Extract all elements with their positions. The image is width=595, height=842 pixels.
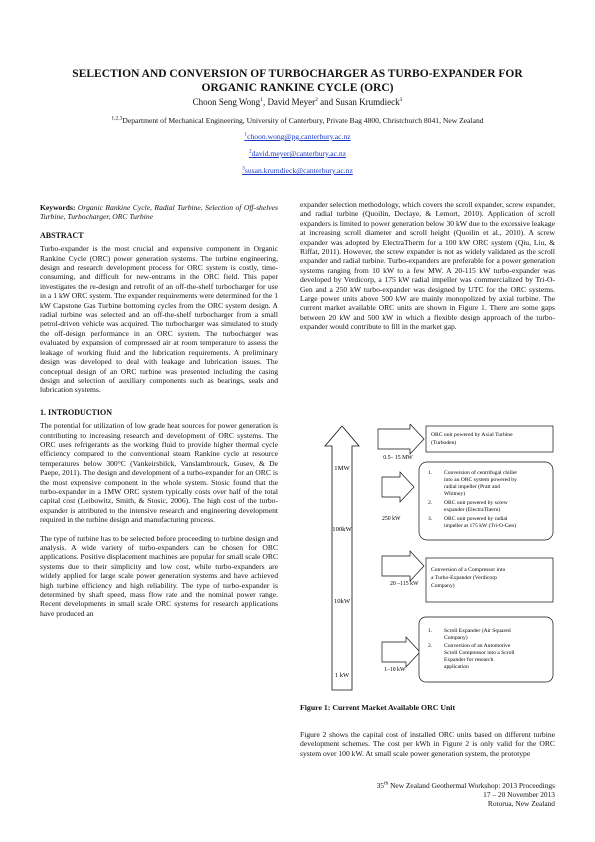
author-list bbox=[40, 97, 555, 107]
list-num: 2. bbox=[428, 500, 433, 506]
page-footer bbox=[377, 781, 555, 808]
author-3-sup: 3 bbox=[399, 97, 403, 103]
range-label-1: 0.5– 15 MW bbox=[383, 455, 413, 461]
abstract-text: Turbo-expander is the most crucial and expensive component in Organic Rankine Cycle (ORC) power generation systems. The turbine engineering, design and research development process for ORC system is costly, time-consuming, and difficult for new-entrants in the ORC field. This paper investigates the re-design and retrofit of an off-the-shelf turbocharger for use in a 1 kW ORC system. The expander requirements were determined for the 1 kW Capstone Gas Turbine bottoming cycles from the ORC system design. A radial turbine was selected and an off-the-shelf turbocharger from a small petrol-driven vehicle was acquired. The turbocharger was simulated to study the off-design performance in an ORC system. The turbocharger was evaluated by expansion of compressed air at room temperature to assess the leakage of working fluid and the lubrication requirements. A preliminary design was developed to deal with leakage and lubrication issues. The conceptual design of an ORC turbine was presented including the casing design and selection of auxiliary components such as bearings, seals and lubrication systems. bbox=[40, 244, 278, 395]
author-1-sup: 1 bbox=[260, 97, 263, 103]
axis-label-10kw: 10kW bbox=[333, 598, 351, 605]
footer-place: Rotorua, New Zealand bbox=[487, 799, 555, 808]
range-arrow-4 bbox=[382, 637, 420, 667]
figure-1-diagram bbox=[318, 424, 555, 694]
list-num: 1. bbox=[428, 470, 433, 476]
list-line: expander (ElectraTherm) bbox=[444, 507, 501, 513]
email-2-link[interactable]: david.meyer@canterbury.ac.nz bbox=[251, 149, 347, 158]
title-line-2: ORGANIC RANKINE CYCLE (ORC) bbox=[201, 82, 394, 94]
author-3: Susan Krumdieck bbox=[335, 97, 400, 107]
list-line: ORC unit powered by radial bbox=[444, 516, 508, 522]
author-2: David Meyer bbox=[267, 97, 316, 107]
range-label-3: 20 –115 kW bbox=[390, 581, 419, 587]
list-line: Conversion of centrifugal chiller bbox=[444, 470, 518, 476]
list-num: 3. bbox=[428, 516, 433, 522]
intro-paragraph-2: The type of turbine has to be selected before proceeding to turbine design and analysis. A wide variety of turbo-expanders can be chosen for ORC applications. Positive displacement machines are popular for small scale ORC systems due to their simplicity and low cost, while turbo-expanders are widely applied for large scale power generation systems and have achieved high turbine efficiency and high reliability. The type of turbo-expander is determined by shaft speed, mass flow rate and the nominal power range. Recent developments in small scale ORC systems for research applications have produced an bbox=[40, 533, 278, 618]
right-paragraph-2: Figure 2 shows the capital cost of installed ORC units based on different turbine development schemes. The cost per kWh in Figure 2 is only valid for the ORC system over 100 kW. At small scale power generation system, the prototype bbox=[300, 730, 555, 758]
figure-1-caption: Figure 1: Current Market Available ORC Unit bbox=[300, 703, 456, 712]
list-line: Whitney) bbox=[444, 491, 466, 497]
footer-conf-text: New Zealand Geothermal Workshop: 2013 Proceedings bbox=[388, 781, 555, 790]
list-line: application bbox=[444, 664, 469, 670]
left-column bbox=[40, 203, 278, 627]
email-3-link[interactable]: susan.krumdieck@canterbury.ac.nz bbox=[244, 166, 353, 175]
list-line: radial impeller (Pratt and bbox=[444, 484, 501, 490]
footer-dates: 17 – 20 November 2013 bbox=[483, 790, 555, 799]
list-num: 2. bbox=[428, 643, 433, 649]
email-1-sup: 1 bbox=[244, 131, 248, 138]
range-arrow-3 bbox=[382, 551, 424, 581]
right-column bbox=[300, 200, 555, 341]
right-column-continued bbox=[300, 730, 555, 767]
list-line: Scroll Compressor into a Scroll bbox=[444, 650, 515, 656]
box-1-line-1: ORC unit powered by Axial Turbine bbox=[431, 432, 513, 438]
axis-label-1kw: 1 kW bbox=[334, 672, 350, 679]
list-line: Expander for research bbox=[444, 657, 494, 663]
keywords bbox=[40, 203, 278, 222]
footer-conf-num: 35 bbox=[376, 781, 384, 790]
keywords-label: Keywords: bbox=[40, 203, 76, 212]
list-line: Company) bbox=[444, 635, 468, 641]
range-label-4: 1–10 kW bbox=[384, 667, 406, 673]
email-2[interactable] bbox=[40, 149, 555, 158]
email-1[interactable] bbox=[40, 132, 555, 141]
axis-label-100kw: 100kW bbox=[332, 526, 352, 533]
box-3-line-1: Conversion of a Compressor into bbox=[431, 567, 506, 573]
affiliation-sup: 1,2,3 bbox=[111, 115, 123, 122]
affiliation-text: Department of Mechanical Engineering, University of Canterbury, Private Bag 4800, Christchurch 8041, New Zealand bbox=[122, 116, 484, 125]
introduction-heading: 1. INTRODUCTION bbox=[40, 407, 113, 417]
list-line: Scroll Expander (Air Squared bbox=[444, 628, 511, 634]
email-3[interactable] bbox=[40, 166, 555, 175]
range-label-2: 250 kW bbox=[382, 516, 401, 522]
author-1: Choon Seng Wong bbox=[192, 97, 261, 107]
keywords-text: Organic Rankine Cycle, Radial Turbine, Selection of Off-shelves Turbine, Turbocharger, ORC Turbine bbox=[40, 203, 278, 222]
list-line: ORC unit powered by screw bbox=[444, 500, 508, 506]
paper-title bbox=[40, 67, 555, 95]
email-3-sup: 3 bbox=[242, 165, 245, 172]
list-line: Conversion of an Automotive bbox=[444, 643, 511, 649]
intro-paragraph-1: The potential for utilization of low grade heat sources for power generation is contributing to increasing research and development of ORC systems. The ORC uses refrigerants as the working fluid to provide higher thermal cycle efficiency compared to the conventional steam Rankine cycle at resource temperatures below 300°C (Vankeirsbilck, Vanslambrouck, Gusev, & De Paepe, 2011). The design and development of a turbo-expander for an ORC is the most expensive component in the whole system. Stosic found that the turbo-expander in a 1MW ORC system typically costs over half of the total capital cost (Leibowitz, Smith, & Stosic, 2006). The high cost of the turbo-expander is attributed to the intensive research and engineering development required in the turbine design and manufacturing process. bbox=[40, 421, 278, 525]
list-line: into an ORC system powered by bbox=[444, 477, 517, 483]
affiliation bbox=[30, 116, 565, 125]
email-2-sup: 2 bbox=[248, 148, 252, 155]
footer-conference bbox=[377, 781, 555, 790]
right-paragraph-1: expander selection methodology, which covers the scroll expander, screw expander, and radial turbine (Quoilin, Declaye, & Lemort, 2010). Application of scroll expanders is limited to power generation below 30 kW due to the excessive leakage at increasing scroll diameter and scroll height (Quoilin et al., 2010). A screw expander was adopted by ElectraTherm for a 100 kW ORC system (Qiu, Liu, & Riffat, 2011). However, the screw expander is not as widely validated as the scroll expander and radial turbine. Turbo-expanders are preferable for a power generation systems ranging from 10 kW to a few MW. A 20-115 kW turbo-expander was developed by Verdicorp, a 175 kW radial impeller was commercialized by Tri-O-Gen and a 250 kW turbo-expander was designed by UTC for the ORC systems. Large power units above 500 kW are mainly monopolized by axial turbine. The current market available ORC units are shown in Figure 1. There are some gaps between 20 kW and 500 kW in which a flexible design approach of the turbo-expander would contribute to fill in the market gap. bbox=[300, 200, 555, 332]
box-1-line-2: (Turboden) bbox=[431, 440, 457, 446]
list-num: 1. bbox=[428, 628, 433, 634]
axis-label-1mw: 1MW bbox=[334, 465, 350, 472]
author-2-sup: 2 bbox=[315, 97, 318, 103]
box-3-line-3: Company) bbox=[431, 583, 455, 589]
range-arrow-2 bbox=[382, 472, 414, 502]
box-3-line-2: a Turbo-Expander (Verdicorp bbox=[431, 575, 497, 581]
box-axial-turbine bbox=[426, 426, 553, 452]
title-line-1: SELECTION AND CONVERSION OF TURBOCHARGER AS TURBO-EXPANDER FOR bbox=[72, 68, 523, 80]
range-arrow-1 bbox=[378, 424, 424, 454]
email-1-link[interactable]: choon.wong@pg.canterbury.ac.nz bbox=[247, 132, 351, 141]
footer-conf-sup: th bbox=[383, 780, 389, 787]
list-line: impeller at 175 kW (Tri-O-Gen) bbox=[444, 523, 517, 529]
author-separator: , bbox=[262, 97, 268, 107]
author-separator: and bbox=[317, 97, 336, 107]
abstract-heading: ABSTRACT bbox=[40, 230, 84, 240]
